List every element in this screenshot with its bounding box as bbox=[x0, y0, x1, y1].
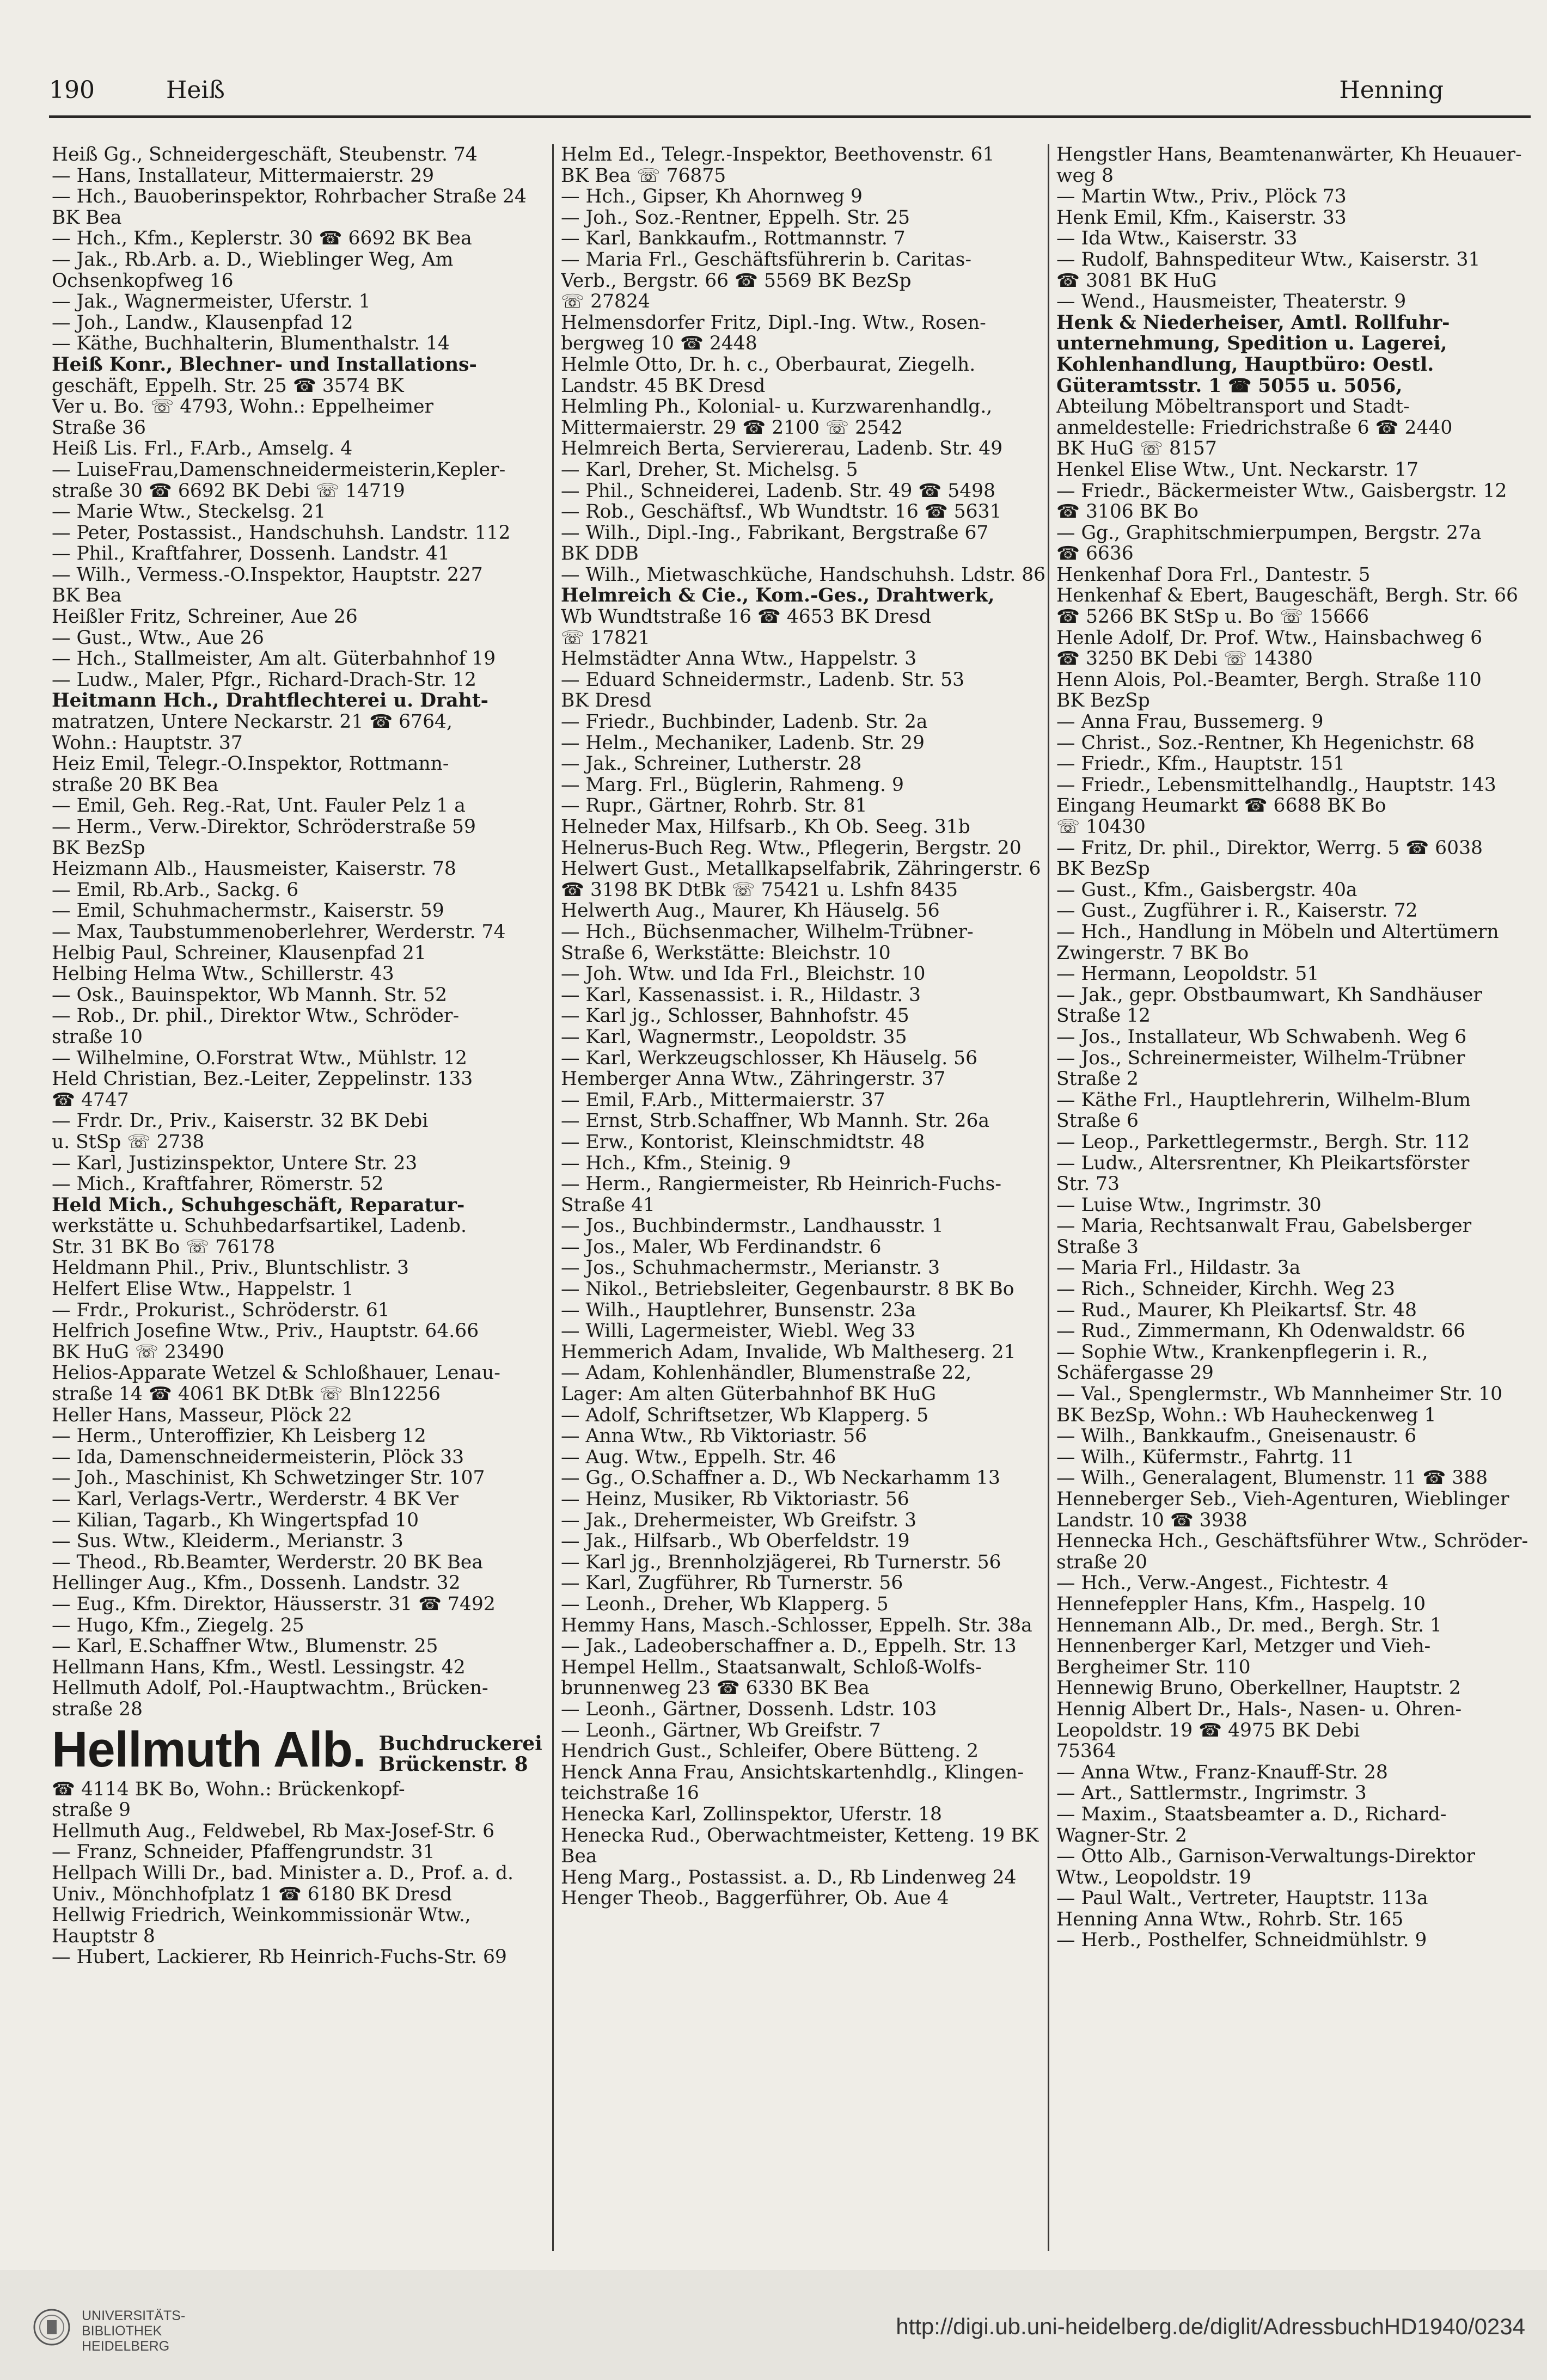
header-left-keyword: Heiß bbox=[166, 76, 225, 104]
directory-entry: — Maria Frl., Geschäftsführerin b. Caritas- bbox=[561, 249, 972, 271]
directory-entry: — Peter, Postassist., Handschuhsh. Landstr. 112 bbox=[52, 522, 511, 544]
directory-entry: — Osk., Bauinspektor, Wb Mannh. Str. 52 bbox=[52, 984, 448, 1006]
advertisement-name: Hellmuth Alb. bbox=[52, 1721, 366, 1777]
directory-entry: ☎ 3106 BK Bo bbox=[1056, 501, 1199, 523]
directory-entry: — Herb., Posthelfer, Schneidmühlstr. 9 bbox=[1056, 1930, 1427, 1952]
directory-entry: — Adam, Kohlenhändler, Blumenstraße 22, bbox=[561, 1363, 972, 1384]
directory-entry: straße 10 bbox=[52, 1026, 143, 1048]
directory-entry: — Wend., Hausmeister, Theaterstr. 9 bbox=[1056, 291, 1407, 312]
directory-entry: Hennefeppler Hans, Kfm., Haspelg. 10 bbox=[1056, 1593, 1426, 1615]
directory-entry: — Fritz, Dr. phil., Direktor, Werrg. 5 ☎ 6038 bbox=[1056, 837, 1483, 859]
directory-entry: — Marie Wtw., Steckelsg. 21 bbox=[52, 501, 326, 523]
directory-entry: Straße 6 bbox=[1056, 1111, 1139, 1132]
directory-entry: anmeldestelle: Friedrichstraße 6 ☎ 2440 bbox=[1056, 417, 1453, 439]
directory-entry: Henle Adolf, Dr. Prof. Wtw., Hainsbachweg 6 bbox=[1056, 627, 1483, 649]
header-right-keyword: Henning bbox=[1339, 76, 1444, 104]
directory-entry: Hauptstr 8 bbox=[52, 1925, 155, 1947]
directory-entry: — Joh. Wtw. und Ida Frl., Bleichstr. 10 bbox=[561, 964, 926, 985]
directory-entry: Hennecka Hch., Geschäftsführer Wtw., Schröder- bbox=[1056, 1531, 1528, 1552]
directory-entry: Helmreich & Cie., Kom.-Ges., Drahtwerk, bbox=[561, 585, 995, 607]
directory-entry: Heiz Emil, Telegr.-O.Inspektor, Rottmann- bbox=[52, 753, 449, 775]
directory-entry: Hellmuth Adolf, Pol.-Hauptwachtm., Brücken- bbox=[52, 1678, 488, 1699]
directory-entry: — Rob., Geschäftsf., Wb Wundtstr. 16 ☎ 5631 bbox=[561, 501, 1002, 523]
directory-entry: Straße 2 bbox=[1056, 1069, 1139, 1090]
directory-entry: — Wilh., Mietwaschküche, Handschuhsh. Ldstr. 86 bbox=[561, 564, 1046, 586]
permalink-url[interactable]: http://digi.ub.uni-heidelberg.de/diglit/AdressbuchHD1940/0234 bbox=[896, 2314, 1525, 2339]
directory-entry: — Rud., Maurer, Kh Pleikartsf. Str. 48 bbox=[1056, 1299, 1417, 1321]
directory-entry: Hennewig Bruno, Oberkellner, Hauptstr. 2 bbox=[1056, 1678, 1461, 1699]
directory-entry: Heizmann Alb., Hausmeister, Kaiserstr. 78 bbox=[52, 858, 456, 880]
directory-entry: geschäft, Eppelh. Str. 25 ☎ 3574 BK bbox=[52, 375, 404, 397]
directory-entry: Henneberger Seb., Vieh-Agenturen, Wieblinger bbox=[1056, 1489, 1509, 1510]
directory-entry: ☎ 3081 BK HuG bbox=[1056, 270, 1217, 292]
directory-entry: Straße 41 bbox=[561, 1194, 655, 1216]
directory-entry: Henn Alois, Pol.-Beamter, Bergh. Straße 110 bbox=[1056, 669, 1482, 691]
directory-entry: — LuiseFrau,Damenschneidermeisterin,Kepler- bbox=[52, 459, 506, 481]
directory-entry: Wagner-Str. 2 bbox=[1056, 1825, 1187, 1847]
directory-entry: — Ludw., Altersrentner, Kh Pleikartsförster bbox=[1056, 1152, 1470, 1174]
directory-entry: Held Mich., Schuhgeschäft, Reparatur- bbox=[52, 1194, 465, 1216]
viewer-footer bbox=[0, 2270, 1547, 2380]
directory-entry: Henecka Rud., Oberwachtmeister, Ketteng. 19 BK bbox=[561, 1825, 1039, 1847]
directory-entry: — Eug., Kfm. Direktor, Häusserstr. 31 ☎ 7492 bbox=[52, 1593, 496, 1615]
directory-entry: Heiß Konr., Blechner- und Installations- bbox=[52, 354, 477, 376]
directory-entry: Hellmann Hans, Kfm., Westl. Lessingstr. 42 bbox=[52, 1657, 466, 1678]
directory-entry: — Franz, Schneider, Pfaffengrundstr. 31 bbox=[52, 1842, 435, 1863]
library-name-line: HEIDELBERG bbox=[82, 2339, 170, 2354]
directory-entry: — Aug. Wtw., Eppelh. Str. 46 bbox=[561, 1446, 836, 1468]
directory-entry: — Herm., Verw.-Direktor, Schröderstraße 59 bbox=[52, 817, 476, 838]
directory-entry: Hemberger Anna Wtw., Zähringerstr. 37 bbox=[561, 1069, 946, 1090]
directory-entry: ☎ 4747 bbox=[52, 1089, 129, 1111]
directory-entry: — Theod., Rb.Beamter, Werderstr. 20 BK Bea bbox=[52, 1551, 483, 1573]
directory-entry: — Heinz, Musiker, Rb Viktoriastr. 56 bbox=[561, 1489, 909, 1510]
directory-entry: — Hch., Büchsenmacher, Wilhelm-Trübner- bbox=[561, 921, 974, 943]
directory-entry: Henning Anna Wtw., Rohrb. Str. 165 bbox=[1056, 1909, 1404, 1930]
directory-entry: Heitmann Hch., Drahtflechterei u. Draht- bbox=[52, 690, 488, 712]
directory-entry: straße 20 BK Bea bbox=[52, 774, 219, 796]
library-name bbox=[82, 2308, 185, 2354]
advertisement-business: Buchdruckerei bbox=[378, 1732, 542, 1755]
directory-entry: Henkenhaf Dora Frl., Dantestr. 5 bbox=[1056, 564, 1371, 586]
directory-entry: — Gust., Wtw., Aue 26 bbox=[52, 627, 264, 649]
directory-entry: — Hch., Kfm., Steinig. 9 bbox=[561, 1152, 791, 1174]
directory-entry: — Maxim., Staatsbeamter a. D., Richard- bbox=[1056, 1804, 1447, 1825]
directory-entry: Wohn.: Hauptstr. 37 bbox=[52, 732, 243, 754]
directory-entry: — Friedr., Lebensmittelhandlg., Hauptstr. 143 bbox=[1056, 774, 1496, 796]
directory-entry: — Hch., Handlung in Möbeln und Altertümern bbox=[1056, 921, 1499, 943]
directory-entry: Helmle Otto, Dr. h. c., Oberbaurat, Ziegelh. bbox=[561, 354, 976, 376]
directory-entry: — Karl, Verlags-Vertr., Werderstr. 4 BK Ver bbox=[52, 1489, 459, 1510]
directory-entry: — Joh., Maschinist, Kh Schwetzinger Str. 107 bbox=[52, 1468, 485, 1489]
directory-entry: — Leop., Parkettlegermstr., Bergh. Str. 112 bbox=[1056, 1131, 1470, 1153]
directory-entry: Landstr. 45 BK Dresd bbox=[561, 375, 766, 397]
directory-entry: — Hch., Kfm., Keplerstr. 30 ☎ 6692 BK Bea bbox=[52, 228, 472, 249]
directory-entry: — Wilh., Bankkaufm., Gneisenaustr. 6 bbox=[1056, 1426, 1417, 1447]
directory-entry: — Jak., Drehermeister, Wb Greifstr. 3 bbox=[561, 1510, 917, 1531]
directory-entry: u. StSp ☏ 2738 bbox=[52, 1131, 205, 1153]
directory-entry: 75364 bbox=[1056, 1741, 1116, 1762]
directory-entry: Helmling Ph., Kolonial- u. Kurzwarenhandlg., bbox=[561, 396, 993, 418]
directory-entry: — Wilh., Küfermstr., Fahrtg. 11 bbox=[1056, 1446, 1354, 1468]
directory-entry: Henecka Karl, Zollinspektor, Uferstr. 18 bbox=[561, 1804, 943, 1825]
directory-entry: — Martin Wtw., Priv., Plöck 73 bbox=[1056, 186, 1347, 207]
directory-entry: — Emil, Schuhmachermstr., Kaiserstr. 59 bbox=[52, 900, 444, 922]
directory-entry: Henkenhaf & Ebert, Baugeschäft, Bergh. Str. 66 bbox=[1056, 585, 1518, 607]
directory-entry: — Hubert, Lackierer, Rb Heinrich-Fuchs-Str. 69 bbox=[52, 1947, 507, 1968]
directory-entry: — Maria, Rechtsanwalt Frau, Gabelsberger bbox=[1056, 1216, 1472, 1237]
directory-entry: — Hch., Stallmeister, Am alt. Güterbahnhof 19 bbox=[52, 648, 496, 670]
directory-entry: — Willi, Lagermeister, Wiebl. Weg 33 bbox=[561, 1321, 916, 1342]
directory-entry: — Emil, F.Arb., Mittermaierstr. 37 bbox=[561, 1089, 885, 1111]
directory-entry: — Leonh., Gärtner, Dossenh. Ldstr. 103 bbox=[561, 1698, 937, 1720]
directory-entry: Hemmy Hans, Masch.-Schlosser, Eppelh. Str. 38a bbox=[561, 1615, 1032, 1636]
header-rule bbox=[49, 115, 1531, 118]
directory-entry: — Gg., O.Schaffner a. D., Wb Neckarhamm 13 bbox=[561, 1468, 1000, 1489]
directory-entry: Ochsenkopfweg 16 bbox=[52, 270, 234, 292]
directory-entry: Zwingerstr. 7 BK Bo bbox=[1056, 942, 1249, 964]
directory-entry: — Anna Wtw., Rb Viktoriastr. 56 bbox=[561, 1426, 867, 1447]
column-divider bbox=[552, 144, 554, 2251]
directory-entry: Mittermaierstr. 29 ☎ 2100 ☏ 2542 bbox=[561, 417, 903, 439]
directory-entry: Hellinger Aug., Kfm., Dossenh. Landstr. 32 bbox=[52, 1573, 461, 1594]
directory-entry: — Jos., Maler, Wb Ferdinandstr. 6 bbox=[561, 1236, 882, 1258]
directory-entry: — Wilh., Hauptlehrer, Bunsenstr. 23a bbox=[561, 1299, 916, 1321]
directory-entry: Bergheimer Str. 110 bbox=[1056, 1657, 1251, 1678]
directory-entry: BK Bea bbox=[52, 207, 122, 229]
directory-entry: — Luise Wtw., Ingrimstr. 30 bbox=[1056, 1194, 1322, 1216]
column-3 bbox=[1056, 144, 1546, 2256]
directory-entry: Str. 31 BK Bo ☏ 76178 bbox=[52, 1236, 276, 1258]
directory-entry: BK BezSp bbox=[1056, 690, 1150, 712]
directory-entry: ☎ 3198 BK DtBk ☏ 75421 u. Lshfn 8435 bbox=[561, 879, 958, 901]
directory-entry: — Rudolf, Bahnspediteur Wtw., Kaiserstr. 31 bbox=[1056, 249, 1481, 271]
directory-entry: ☎ 6636 bbox=[1056, 543, 1134, 565]
directory-entry: — Anna Wtw., Franz-Knauff-Str. 28 bbox=[1056, 1762, 1388, 1783]
directory-entry: Helmensdorfer Fritz, Dipl.-Ing. Wtw., Rosen- bbox=[561, 312, 986, 334]
directory-entry: teichstraße 16 bbox=[561, 1783, 699, 1804]
directory-entry: weg 8 bbox=[1056, 165, 1114, 187]
directory-entry: matratzen, Untere Neckarstr. 21 ☎ 6764, bbox=[52, 711, 453, 733]
directory-entry: Helneder Max, Hilfsarb., Kh Ob. Seeg. 31b bbox=[561, 817, 970, 838]
directory-entry: Lager: Am alten Güterbahnhof BK HuG bbox=[561, 1384, 937, 1405]
directory-entry: — Paul Walt., Vertreter, Hauptstr. 113a bbox=[1056, 1888, 1428, 1909]
directory-entry: Helbig Paul, Schreiner, Klausenpfad 21 bbox=[52, 942, 426, 964]
directory-entry: — Hch., Gipser, Kh Ahornweg 9 bbox=[561, 186, 863, 207]
directory-entry: — Christ., Soz.-Rentner, Kh Hegenichstr. 68 bbox=[1056, 732, 1475, 754]
directory-entry: — Frdr. Dr., Priv., Kaiserstr. 32 BK Debi bbox=[52, 1111, 429, 1132]
directory-entry: unternehmung, Spedition u. Lagerei, bbox=[1056, 333, 1447, 354]
directory-entry: — Jos., Schreinermeister, Wilhelm-Trübner bbox=[1056, 1047, 1465, 1069]
directory-entry: Hellwig Friedrich, Weinkommissionär Wtw., bbox=[52, 1905, 471, 1926]
directory-entry: — Rob., Dr. phil., Direktor Wtw., Schröder- bbox=[52, 1005, 460, 1027]
directory-entry: — Gg., Graphitschmierpumpen, Bergstr. 27a bbox=[1056, 522, 1482, 544]
directory-entry: ☎ 3250 BK Debi ☏ 14380 bbox=[1056, 648, 1313, 670]
directory-entry: — Anna Frau, Bussemerg. 9 bbox=[1056, 711, 1324, 733]
advertisement-address: Brückenstr. 8 bbox=[378, 1752, 528, 1776]
directory-entry: — Wilh., Vermess.-O.Inspektor, Hauptstr. 227 bbox=[52, 564, 483, 586]
directory-entry: — Phil., Schneiderei, Ladenb. Str. 49 ☎ 5498 bbox=[561, 480, 996, 502]
directory-entry: — Karl, Justizinspektor, Untere Str. 23 bbox=[52, 1152, 418, 1174]
directory-entry: — Val., Spenglermstr., Wb Mannheimer Str. 10 bbox=[1056, 1384, 1503, 1405]
directory-entry: straße 28 bbox=[52, 1698, 143, 1720]
directory-entry: Hennenberger Karl, Metzger und Vieh- bbox=[1056, 1636, 1431, 1657]
directory-entry: — Hch., Bauoberinspektor, Rohrbacher Straße 24 bbox=[52, 186, 527, 207]
directory-entry: — Herm., Unteroffizier, Kh Leisberg 12 bbox=[52, 1426, 426, 1447]
directory-entry: — Friedr., Kfm., Hauptstr. 151 bbox=[1056, 753, 1346, 775]
directory-entry: Heng Marg., Postassist. a. D., Rb Lindenweg 24 bbox=[561, 1867, 1017, 1888]
directory-entry: — Nikol., Betriebsleiter, Gegenbaurstr. 8 BK Bo bbox=[561, 1279, 1014, 1300]
directory-entry: — Joh., Landw., Klausenpfad 12 bbox=[52, 312, 353, 334]
directory-entry: Univ., Mönchhofplatz 1 ☎ 6180 BK Dresd bbox=[52, 1884, 453, 1905]
directory-entry: — Emil, Rb.Arb., Sackg. 6 bbox=[52, 879, 299, 901]
directory-entry: — Herm., Rangiermeister, Rb Heinrich-Fuchs- bbox=[561, 1174, 1002, 1195]
directory-entry: ☏ 17821 bbox=[561, 627, 650, 649]
directory-entry: — Sus. Wtw., Kleiderm., Merianstr. 3 bbox=[52, 1531, 403, 1552]
directory-entry: — Karl, E.Schaffner Wtw., Blumenstr. 25 bbox=[52, 1636, 438, 1657]
directory-entry: Wb Wundtstraße 16 ☎ 4653 BK Dresd bbox=[561, 606, 932, 628]
directory-entry: — Hans, Installateur, Mittermaierstr. 29 bbox=[52, 165, 435, 187]
directory-entry: BK HuG ☏ 8157 bbox=[1056, 438, 1217, 459]
directory-entry: straße 14 ☎ 4061 BK DtBk ☏ Bln12256 bbox=[52, 1384, 441, 1405]
directory-entry: bergweg 10 ☎ 2448 bbox=[561, 333, 757, 354]
directory-entry: — Leonh., Gärtner, Wb Greifstr. 7 bbox=[561, 1720, 881, 1741]
directory-entry: Henkel Elise Wtw., Unt. Neckarstr. 17 bbox=[1056, 459, 1419, 481]
directory-entry: — Emil, Geh. Reg.-Rat, Unt. Fauler Pelz 1 a bbox=[52, 795, 466, 817]
directory-entry: Hellpach Willi Dr., bad. Minister a. D., Prof. a. d. bbox=[52, 1862, 514, 1884]
directory-entry: BK Dresd bbox=[561, 690, 652, 712]
directory-entry: brunnenweg 23 ☎ 6330 BK Bea bbox=[561, 1678, 870, 1699]
directory-entry: BK HuG ☏ 23490 bbox=[52, 1341, 224, 1363]
directory-entry: Henk & Niederheiser, Amtl. Rollfuhr- bbox=[1056, 312, 1450, 334]
directory-entry: — Ernst, Strb.Schaffner, Wb Mannh. Str. 26a bbox=[561, 1111, 990, 1132]
directory-entry: — Hch., Verw.-Angest., Fichtestr. 4 bbox=[1056, 1573, 1389, 1594]
library-name-line: UNIVERSITÄTS- bbox=[82, 2308, 186, 2323]
directory-entry: — Karl, Dreher, St. Michelsg. 5 bbox=[561, 459, 858, 481]
directory-entry: Helwert Gust., Metallkapselfabrik, Zähringerstr. 6 bbox=[561, 858, 1041, 880]
directory-entry: — Otto Alb., Garnison-Verwaltungs-Direktor bbox=[1056, 1846, 1476, 1867]
directory-entry: — Frdr., Prokurist., Schröderstr. 61 bbox=[52, 1299, 390, 1321]
directory-entry: — Ida Wtw., Kaiserstr. 33 bbox=[1056, 228, 1298, 249]
advertisement-tagline bbox=[378, 1733, 542, 1775]
directory-entry: — Wilh., Dipl.-Ing., Fabrikant, Bergstraße 67 bbox=[561, 522, 989, 544]
directory-entry: — Rud., Zimmermann, Kh Odenwaldstr. 66 bbox=[1056, 1321, 1465, 1342]
directory-entry: — Jak., Schreiner, Lutherstr. 28 bbox=[561, 753, 862, 775]
column-divider bbox=[1048, 144, 1049, 2251]
directory-entry: — Eduard Schneidermstr., Ladenb. Str. 53 bbox=[561, 669, 965, 691]
directory-entry: ☎ 4114 BK Bo, Wohn.: Brückenkopf- bbox=[52, 1778, 405, 1800]
directory-entry: — Ludw., Maler, Pfgr., Richard-Drach-Str. 12 bbox=[52, 669, 476, 691]
directory-entry: Heldmann Phil., Priv., Bluntschlistr. 3 bbox=[52, 1258, 409, 1279]
directory-entry: BK Bea ☏ 76875 bbox=[561, 165, 726, 187]
directory-entry: — Karl, Kassenassist. i. R., Hildastr. 3 bbox=[561, 984, 921, 1006]
directory-entry: — Hugo, Kfm., Ziegelg. 25 bbox=[52, 1615, 304, 1636]
directory-entry: — Leonh., Dreher, Wb Klapperg. 5 bbox=[561, 1593, 889, 1615]
directory-entry: Hempel Hellm., Staatsanwalt, Schloß-Wolfs- bbox=[561, 1657, 982, 1678]
directory-entry: — Gust., Zugführer i. R., Kaiserstr. 72 bbox=[1056, 900, 1418, 922]
directory-entry: ☏ 10430 bbox=[1056, 817, 1146, 838]
library-seal-icon bbox=[33, 2308, 71, 2346]
directory-entry: — Rupr., Gärtner, Rohrb. Str. 81 bbox=[561, 795, 867, 817]
directory-entry: — Jak., Ladeoberschaffner a. D., Eppelh. Str. 13 bbox=[561, 1636, 1017, 1657]
directory-entry: Henck Anna Frau, Ansichtskartenhdlg., Klingen- bbox=[561, 1762, 1024, 1783]
directory-entry: BK BezSp bbox=[1056, 858, 1150, 880]
column-2 bbox=[561, 144, 1051, 2256]
directory-entry: werkstätte u. Schuhbedarfsartikel, Ladenb. bbox=[52, 1216, 467, 1237]
directory-entry: — Jos., Buchbindermstr., Landhausstr. 1 bbox=[561, 1216, 944, 1237]
directory-entry: Straße 3 bbox=[1056, 1236, 1139, 1258]
directory-entry: — Max, Taubstummenoberlehrer, Werderstr. 74 bbox=[52, 921, 506, 943]
directory-entry: — Phil., Kraftfahrer, Dossenh. Landstr. 41 bbox=[52, 543, 450, 565]
directory-entry: — Friedr., Buchbinder, Ladenb. Str. 2a bbox=[561, 711, 928, 733]
directory-entry: Verb., Bergstr. 66 ☎ 5569 BK BezSp bbox=[561, 270, 912, 292]
directory-entry: Güteramtsstr. 1 ☎ 5055 u. 5056, bbox=[1056, 375, 1403, 397]
directory-entry: Held Christian, Bez.-Leiter, Zeppelinstr. 133 bbox=[52, 1069, 473, 1090]
directory-entry: — Jos., Schuhmachermstr., Merianstr. 3 bbox=[561, 1258, 940, 1279]
directory-entry: Henger Theob., Baggerführer, Ob. Aue 4 bbox=[561, 1888, 949, 1909]
library-name-line: BIBLIOTHEK bbox=[82, 2323, 162, 2339]
directory-entry: — Karl, Werkzeugschlosser, Kh Häuselg. 56 bbox=[561, 1047, 978, 1069]
directory-entry: — Karl jg., Brennholzjägerei, Rb Turnerstr. 56 bbox=[561, 1551, 1001, 1573]
directory-entry: Kohlenhandlung, Hauptbüro: Oestl. bbox=[1056, 354, 1434, 376]
directory-entry: Hennig Albert Dr., Hals-, Nasen- u. Ohren- bbox=[1056, 1698, 1462, 1720]
directory-entry: Helbing Helma Wtw., Schillerstr. 43 bbox=[52, 964, 394, 985]
directory-entry: Helios-Apparate Wetzel & Schloßhauer, Lenau- bbox=[52, 1363, 500, 1384]
directory-entry: Straße 36 bbox=[52, 417, 146, 439]
directory-entry: Heller Hans, Masseur, Plöck 22 bbox=[52, 1404, 352, 1426]
directory-entry: Helfrich Josefine Wtw., Priv., Hauptstr. 64.66 bbox=[52, 1321, 479, 1342]
directory-entry: — Wilhelmine, O.Forstrat Wtw., Mühlstr. 12 bbox=[52, 1047, 467, 1069]
directory-entry: Heiß Gg., Schneidergeschäft, Steubenstr. 74 bbox=[52, 144, 478, 165]
directory-entry: ☏ 27824 bbox=[561, 291, 650, 312]
directory-entry: Leopoldstr. 19 ☎ 4975 BK Debi bbox=[1056, 1720, 1360, 1741]
directory-entry: — Ida, Damenschneidermeisterin, Plöck 33 bbox=[52, 1446, 464, 1468]
directory-entry: BK DDB bbox=[561, 543, 639, 565]
directory-entry: Landstr. 10 ☎ 3938 bbox=[1056, 1510, 1248, 1531]
directory-entry: Hennemann Alb., Dr. med., Bergh. Str. 1 bbox=[1056, 1615, 1442, 1636]
advertisement-entry bbox=[52, 1721, 547, 1777]
column-1 bbox=[52, 144, 547, 2256]
directory-entry: BK Bea bbox=[52, 585, 122, 607]
directory-entry: — Jak., gepr. Obstbaumwart, Kh Sandhäuser bbox=[1056, 984, 1482, 1006]
directory-entry: — Kilian, Tagarb., Kh Wingertspfad 10 bbox=[52, 1510, 419, 1531]
directory-entry: Straße 12 bbox=[1056, 1005, 1151, 1027]
directory-entry: BK BezSp bbox=[52, 837, 145, 859]
directory-entry: Helmreich Berta, Serviererau, Ladenb. Str. 49 bbox=[561, 438, 1003, 459]
directory-entry: Helm Ed., Telegr.-Inspektor, Beethovenstr. 61 bbox=[561, 144, 995, 165]
directory-entry: — Käthe, Buchhalterin, Blumenthalstr. 14 bbox=[52, 333, 450, 354]
directory-entry: — Karl, Bankkaufm., Rottmannstr. 7 bbox=[561, 228, 906, 249]
directory-entry: Eingang Heumarkt ☎ 6688 BK Bo bbox=[1056, 795, 1386, 817]
directory-entry: straße 20 bbox=[1056, 1551, 1147, 1573]
directory-entry: ☎ 5266 BK StSp u. Bo ☏ 15666 bbox=[1056, 606, 1369, 628]
directory-entry: BK BezSp, Wohn.: Wb Hauheckenweg 1 bbox=[1056, 1404, 1436, 1426]
directory-entry: — Sophie Wtw., Krankenpflegerin i. R., bbox=[1056, 1341, 1428, 1363]
directory-entry: — Karl, Zugführer, Rb Turnerstr. 56 bbox=[561, 1573, 903, 1594]
directory-entry: Straße 6, Werkstätte: Bleichstr. 10 bbox=[561, 942, 891, 964]
directory-entry: Str. 73 bbox=[1056, 1174, 1120, 1195]
directory-entry: — Friedr., Bäckermeister Wtw., Gaisbergstr. 12 bbox=[1056, 480, 1507, 502]
directory-entry: Helfert Elise Wtw., Happelstr. 1 bbox=[52, 1279, 354, 1300]
directory-entry: — Marg. Frl., Büglerin, Rahmeng. 9 bbox=[561, 774, 904, 796]
directory-entry: Helmstädter Anna Wtw., Happelstr. 3 bbox=[561, 648, 917, 670]
directory-entry: Heiß Lis. Frl., F.Arb., Amselg. 4 bbox=[52, 438, 353, 459]
directory-entry: — Mich., Kraftfahrer, Römerstr. 52 bbox=[52, 1174, 384, 1195]
directory-entry: Bea bbox=[561, 1846, 597, 1867]
directory-entry: straße 9 bbox=[52, 1800, 131, 1821]
directory-entry: straße 30 ☎ 6692 BK Debi ☏ 14719 bbox=[52, 480, 405, 502]
directory-entry: — Gust., Kfm., Gaisbergstr. 40a bbox=[1056, 879, 1358, 901]
directory-entry: — Jak., Rb.Arb. a. D., Wieblinger Weg, Am bbox=[52, 249, 454, 271]
directory-entry: Hendrich Gust., Schleifer, Obere Bütteng. 2 bbox=[561, 1741, 979, 1762]
directory-entry: Ver u. Bo. ☏ 4793, Wohn.: Eppelheimer bbox=[52, 396, 434, 418]
directory-entry: Helwerth Aug., Maurer, Kh Häuselg. 56 bbox=[561, 900, 940, 922]
directory-entry: — Hermann, Leopoldstr. 51 bbox=[1056, 964, 1319, 985]
directory-entry: Abteilung Möbeltransport und Stadt- bbox=[1056, 396, 1410, 418]
directory-entry: — Joh., Soz.-Rentner, Eppelh. Str. 25 bbox=[561, 207, 910, 229]
directory-entry: — Jos., Installateur, Wb Schwabenh. Weg 6 bbox=[1056, 1026, 1467, 1048]
directory-entry: — Helm., Mechaniker, Ladenb. Str. 29 bbox=[561, 732, 925, 754]
directory-entry: — Jak., Wagnermeister, Uferstr. 1 bbox=[52, 291, 371, 312]
directory-entry: Helnerus-Buch Reg. Wtw., Pflegerin, Bergstr. 20 bbox=[561, 837, 1022, 859]
directory-entry: Heißler Fritz, Schreiner, Aue 26 bbox=[52, 606, 358, 628]
directory-entry: — Maria Frl., Hildastr. 3a bbox=[1056, 1258, 1301, 1279]
page-header bbox=[49, 76, 1444, 109]
directory-entry: Henk Emil, Kfm., Kaiserstr. 33 bbox=[1056, 207, 1347, 229]
directory-entry: — Jak., Hilfsarb., Wb Oberfeldstr. 19 bbox=[561, 1531, 910, 1552]
directory-entry: — Art., Sattlermstr., Ingrimstr. 3 bbox=[1056, 1783, 1367, 1804]
directory-entry: Wtw., Leopoldstr. 19 bbox=[1056, 1867, 1251, 1888]
directory-entry: Schäfergasse 29 bbox=[1056, 1363, 1214, 1384]
page-number: 190 bbox=[49, 76, 95, 104]
directory-entry: — Adolf, Schriftsetzer, Wb Klapperg. 5 bbox=[561, 1404, 929, 1426]
directory-entry: — Wilh., Generalagent, Blumenstr. 11 ☎ 388 bbox=[1056, 1468, 1488, 1489]
directory-entry: — Rich., Schneider, Kirchh. Weg 23 bbox=[1056, 1279, 1395, 1300]
directory-entry: — Karl, Wagnermstr., Leopoldstr. 35 bbox=[561, 1026, 907, 1048]
directory-entry: Hengstler Hans, Beamtenanwärter, Kh Heuauer- bbox=[1056, 144, 1522, 165]
directory-entry: — Erw., Kontorist, Kleinschmidtstr. 48 bbox=[561, 1131, 925, 1153]
directory-entry: — Käthe Frl., Hauptlehrerin, Wilhelm-Blum bbox=[1056, 1089, 1471, 1111]
directory-entry: Hemmerich Adam, Invalide, Wb Maltheserg. 21 bbox=[561, 1341, 1016, 1363]
directory-entry: Hellmuth Aug., Feldwebel, Rb Max-Josef-Str. 6 bbox=[52, 1820, 495, 1842]
directory-entry: — Karl jg., Schlosser, Bahnhofstr. 45 bbox=[561, 1005, 909, 1027]
